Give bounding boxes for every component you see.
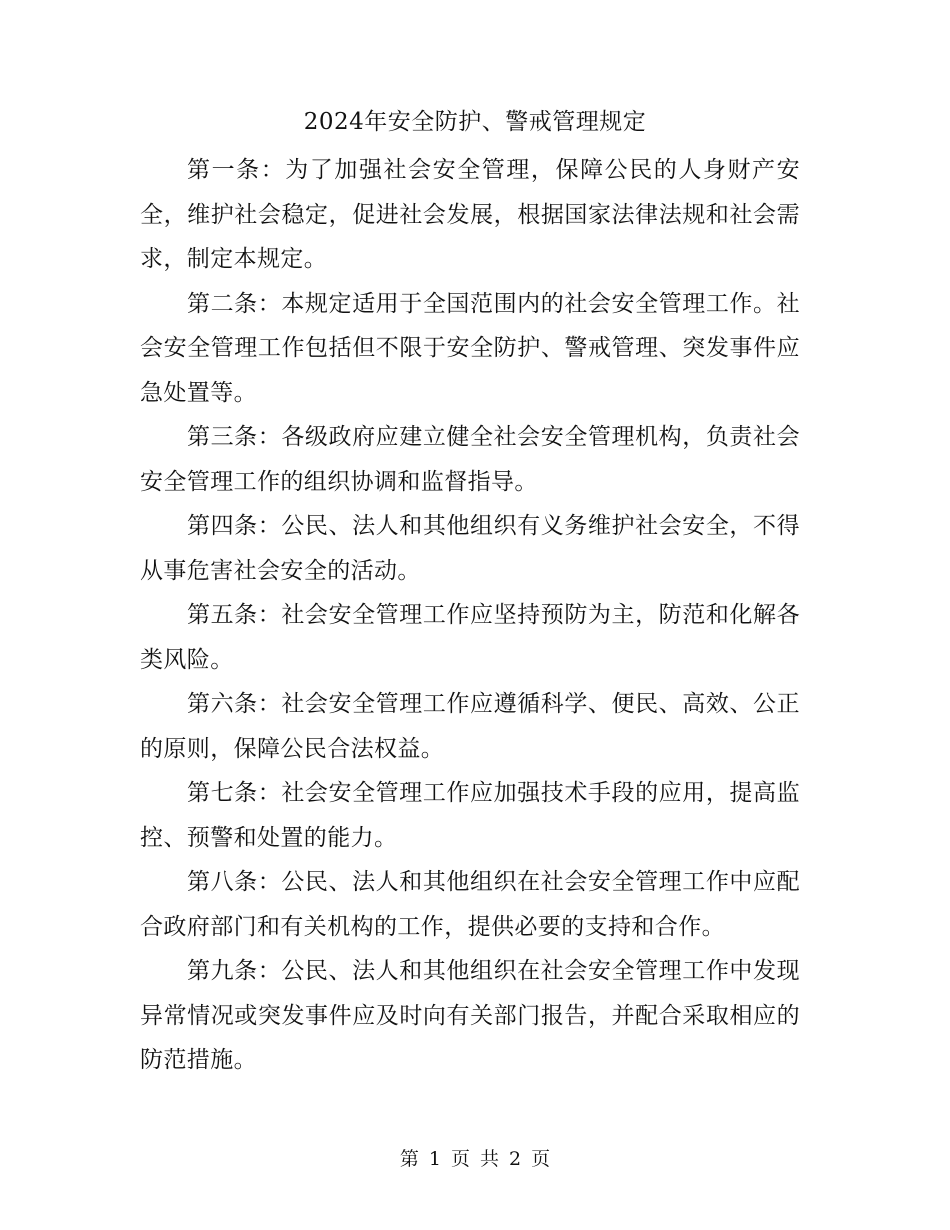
article-4: 第四条：公民、法人和其他组织有义务维护社会安全，不得从事危害社会安全的活动。 — [140, 513, 800, 584]
document-title: 2024年安全防护、警戒管理规定 — [303, 109, 647, 135]
page-number-footer: 第 1 页 共 2 页 — [399, 1148, 551, 1170]
article-3: 第三条：各级政府应建立健全社会安全管理机构，负责社会安全管理工作的组织协调和监督指导。 — [140, 424, 800, 495]
article-1: 第一条：为了加强社会安全管理，保障公民的人身财产安全，维护社会稳定，促进社会发展，根据国家法律法规和社会需求，制定本规定。 — [140, 157, 800, 272]
document-body — [140, 148, 800, 1083]
article-9: 第九条：公民、法人和其他组织在社会安全管理工作中发现异常情况或突发事件应及时向有关部门报告，并配合采取相应的防范措施。 — [140, 958, 800, 1073]
article-6: 第六条：社会安全管理工作应遵循科学、便民、高效、公正的原则，保障公民合法权益。 — [140, 691, 800, 762]
article-7: 第七条：社会安全管理工作应加强技术手段的应用，提高监控、预警和处置的能力。 — [140, 780, 800, 851]
article-2: 第二条：本规定适用于全国范围内的社会安全管理工作。社会安全管理工作包括但不限于安全防护、警戒管理、突发事件应急处置等。 — [140, 290, 800, 406]
article-5: 第五条：社会安全管理工作应坚持预防为主，防范和化解各类风险。 — [140, 602, 800, 673]
article-8: 第八条：公民、法人和其他组织在社会安全管理工作中应配合政府部门和有关机构的工作，提供必要的支持和合作。 — [140, 869, 800, 940]
